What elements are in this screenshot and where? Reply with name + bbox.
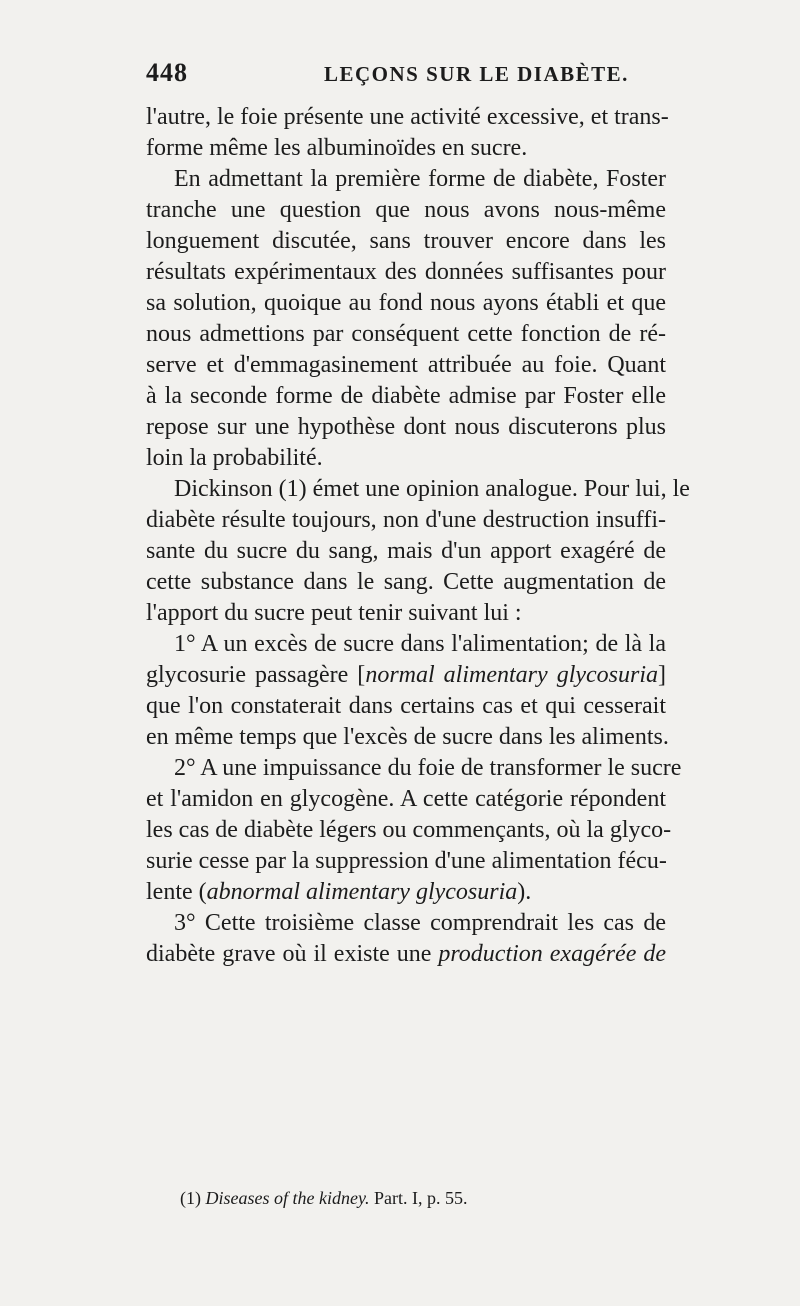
text-line: à la seconde forme de diabète admise par Foster elle [146, 383, 666, 409]
text-line: 3° Cette troisième classe comprendrait les cas de [174, 910, 666, 936]
text-line: diabète résulte toujours, non d'une destruction insuffi- [146, 507, 666, 533]
text-line: l'apport du sucre peut tenir suivant lui : [146, 600, 522, 626]
text-line: En admettant la première forme de diabète, Foster [174, 166, 666, 192]
text-line: longuement discutée, sans trouver encore dans les [146, 228, 666, 254]
text-line: loin la probabilité. [146, 445, 323, 471]
running-header [146, 58, 666, 92]
text-line: l'autre, le foie présente une activité excessive, et trans- [146, 104, 669, 130]
text-line: repose sur une hypothèse dont nous discuterons plus [146, 414, 666, 440]
text-line: surie cesse par la suppression d'une alimentation fécu- [146, 848, 667, 874]
body-text [146, 102, 690, 970]
text-line: 2° A une impuissance du foie de transformer le sucre [174, 755, 682, 781]
text-line: Dickinson (1) émet une opinion analogue. Pour lui, le [174, 476, 690, 502]
text-line: serve et d'emmagasinement attribuée au foie. Quant [146, 352, 666, 378]
text-line: sa solution, quoique au fond nous ayons établi et que [146, 290, 666, 316]
text-line: nous admettions par conséquent cette fonction de ré- [146, 321, 666, 347]
text-line: résultats expérimentaux des données suffisantes pour [146, 259, 666, 285]
text-line: que l'on constaterait dans certains cas et qui cesserait [146, 693, 666, 719]
footnote-reference: Part. I, p. 55. [373, 1188, 468, 1208]
text-line: et l'amidon en glycogène. A cette catégorie répondent [146, 786, 666, 812]
text-line: diabète grave où il existe une production exagérée de [146, 941, 666, 967]
page-number: 448 [146, 58, 188, 87]
text-line: glycosurie passagère [normal alimentary glycosuria] [146, 662, 667, 688]
text-line: cette substance dans le sang. Cette augmentation de [146, 569, 666, 595]
text-line: lente (abnormal alimentary glycosuria). [146, 879, 532, 905]
footnote [180, 1186, 660, 1210]
footnote-title: Diseases of the kidney. [205, 1188, 370, 1208]
text-line: les cas de diabète légers ou commençants, où la glyco- [146, 817, 672, 843]
text-line: 1° A un excès de sucre dans l'alimentation; de là la [174, 631, 666, 657]
text-line: forme même les albuminoïdes en sucre. [146, 135, 528, 161]
text-line: sante du sucre du sang, mais d'un apport exagéré de [146, 538, 666, 564]
running-title: LEÇONS SUR LE DIABÈTE. [324, 62, 629, 86]
footnote-marker: (1) [180, 1188, 201, 1208]
text-line: tranche une question que nous avons nous-même [146, 197, 666, 223]
text-line: en même temps que l'excès de sucre dans les aliments. [146, 724, 669, 750]
